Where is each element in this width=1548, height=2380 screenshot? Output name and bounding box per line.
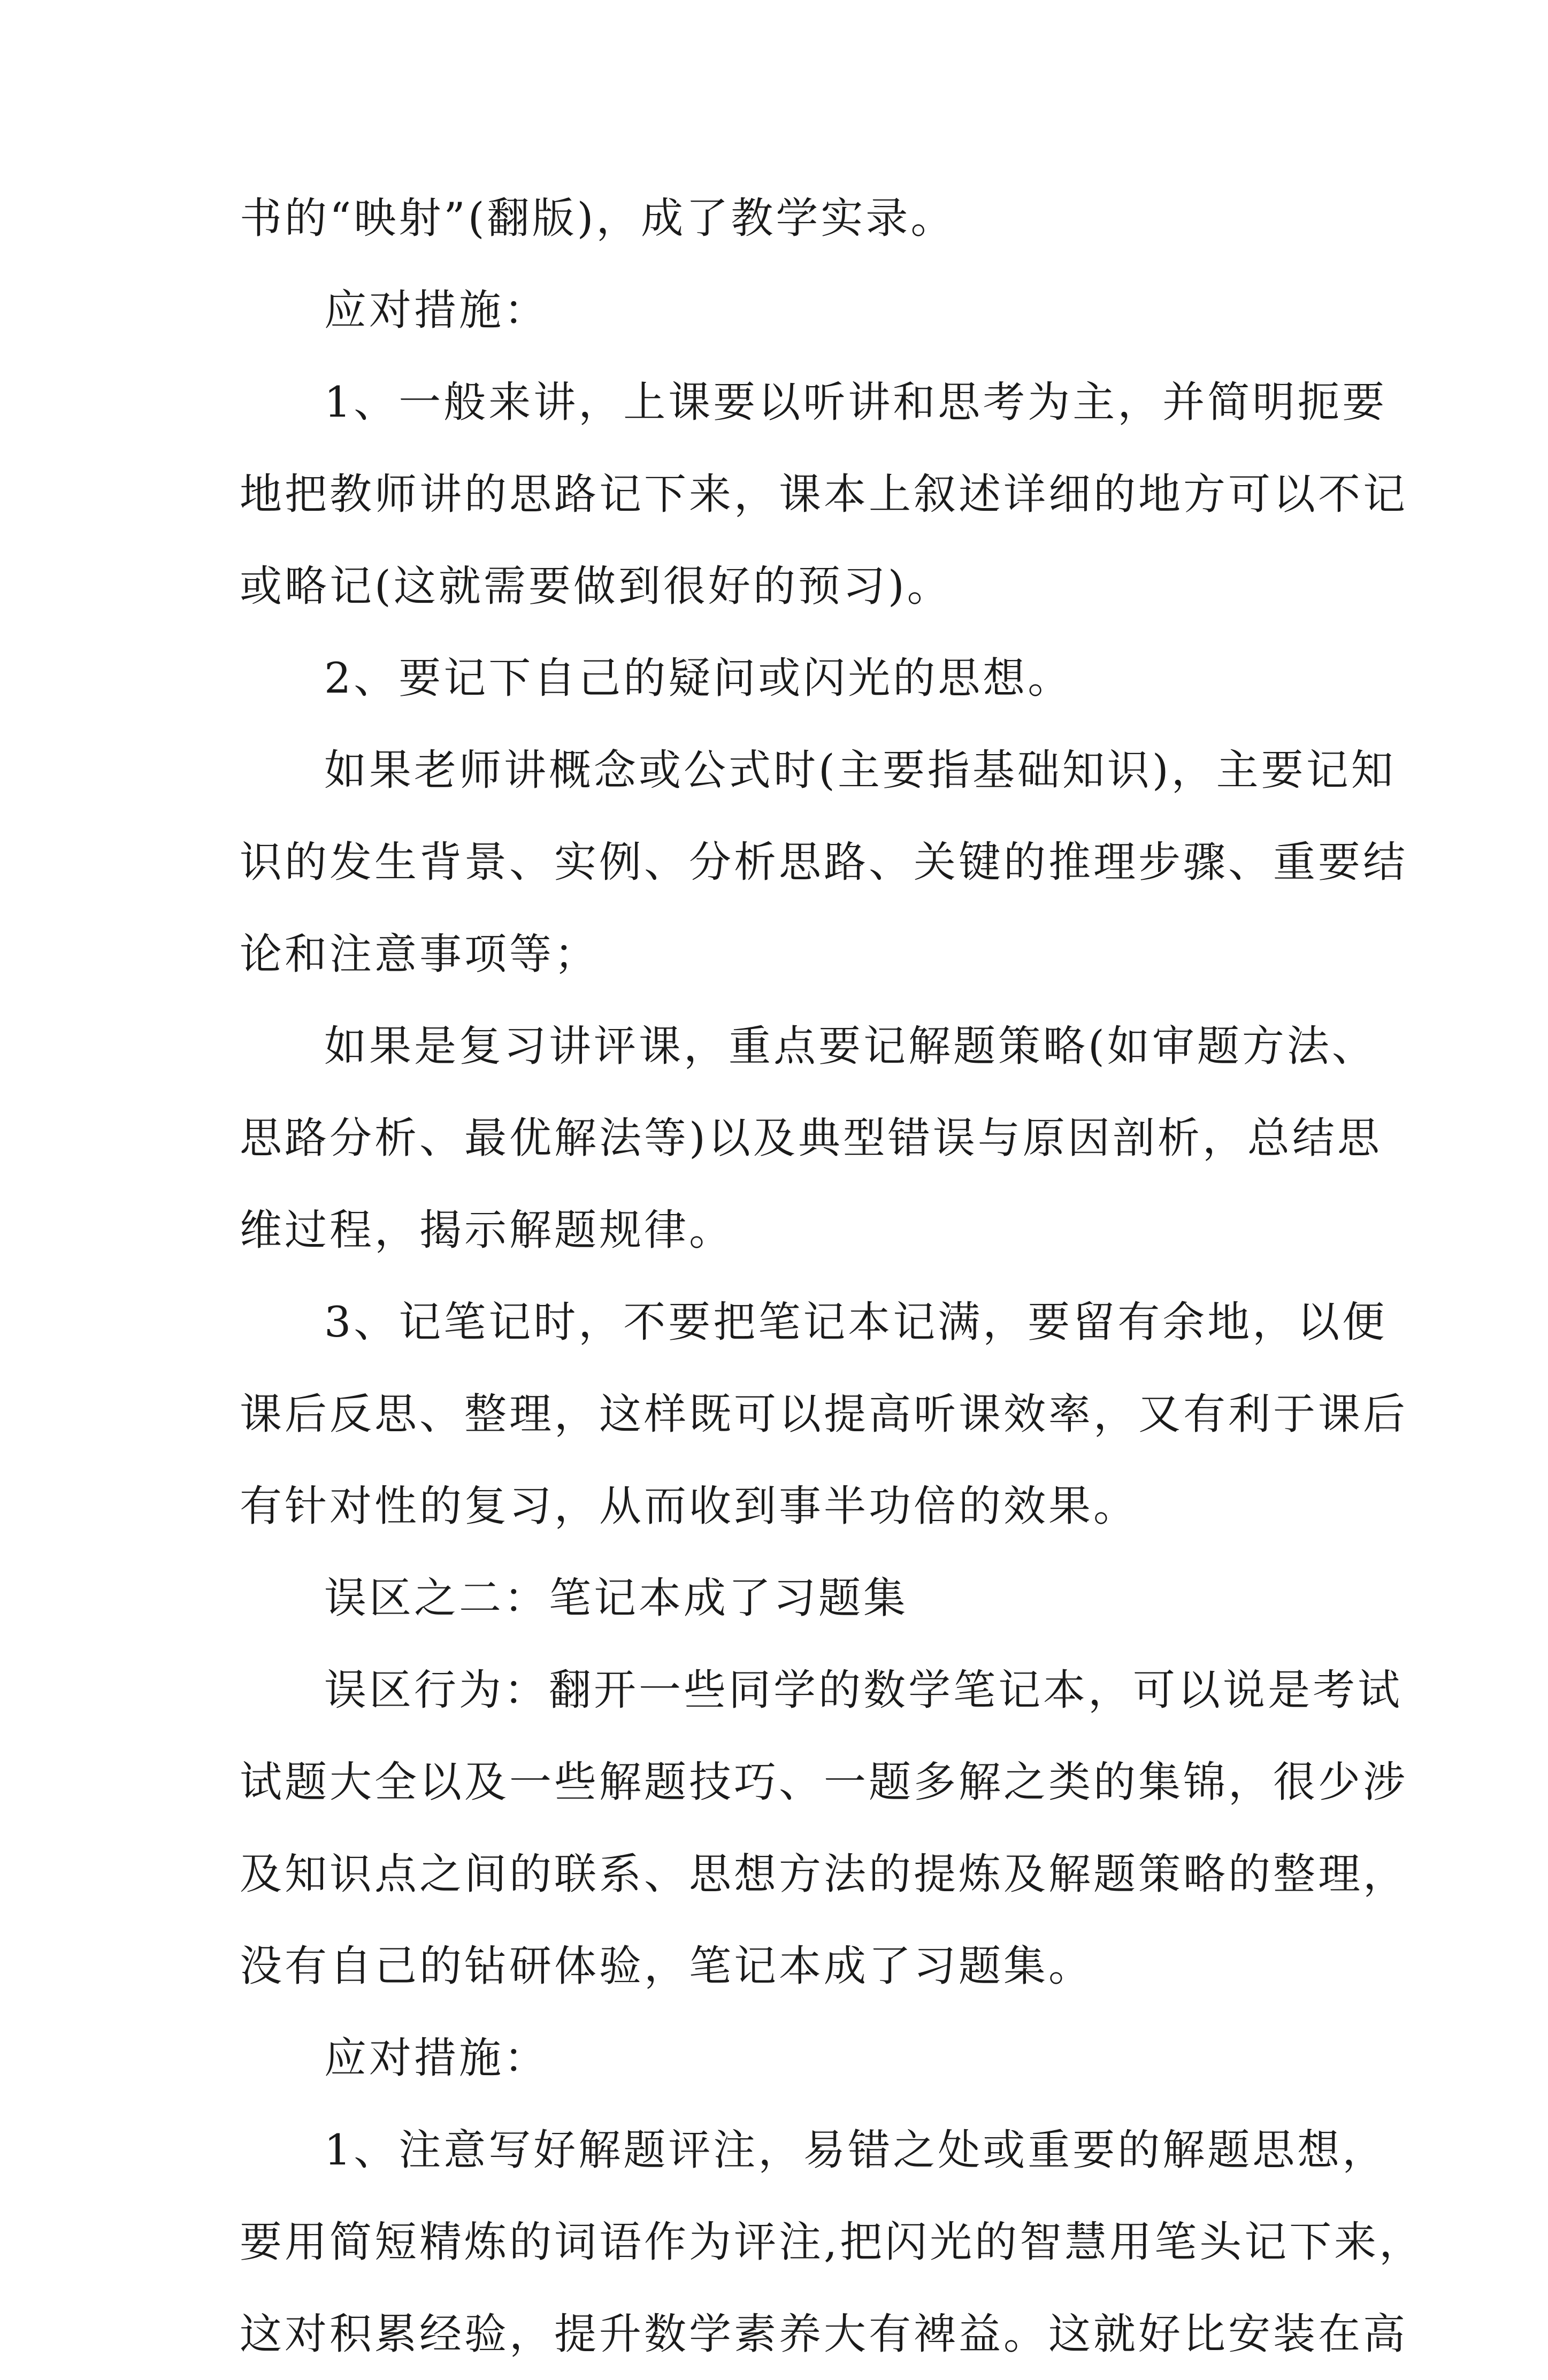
text-line: 思路分析、最优解法等)以及典型错误与原因剖析，总结思 [240,1114,1382,1163]
text-line: 课后反思、整理，这样既可以提高听课效率，又有利于课后 [240,1389,1408,1439]
text-line: 及知识点之间的联系、思想方法的提炼及解题策略的整理， [240,1849,1408,1899]
text-line: 没有自己的钻研体验，笔记本成了习题集。 [240,1941,1093,1991]
text-line: 论和注意事项等； [240,930,599,979]
text-line: 3、记笔记时，不要把笔记本记满，要留有余地，以便 [324,1298,1388,1347]
text-line: 1、注意写好解题评注，易错之处或重要的解题思想， [324,2125,1388,2175]
text-line: 维过程，揭示解题规律。 [240,1206,734,1255]
text-line: 或略记(这就需要做到很好的预习)。 [240,562,952,611]
text-line: 应对措施： [324,2033,549,2083]
text-line: 应对措施： [324,286,549,335]
text-line: 2、要记下自己的疑问或闪光的思想。 [324,654,1073,703]
text-line: 要用简短精炼的词语作为评注,把闪光的智慧用笔头记下来， [240,2217,1424,2267]
text-line: 识的发生背景、实例、分析思路、关键的推理步骤、重要结 [240,838,1408,887]
document-body [240,172,1424,2380]
text-line: 1、一般来讲，上课要以听讲和思考为主，并简明扼要 [324,378,1388,427]
text-line: 书的“映射”(翻版)，成了教学实录。 [240,194,956,243]
text-line: 试题大全以及一些解题技巧、一题多解之类的集锦，很少涉 [240,1757,1408,1807]
text-line: 误区之二：笔记本成了习题集 [324,1573,908,1623]
text-line: 有针对性的复习，从而收到事半功倍的效果。 [240,1481,1138,1531]
text-line: 如果老师讲概念或公式时(主要指基础知识)，主要记知 [324,746,1396,795]
text-line: 如果是复习讲评课，重点要记解题策略(如审题方法、 [324,1022,1377,1071]
text-line: 误区行为：翻开一些同学的数学笔记本，可以说是考试 [324,1665,1403,1715]
text-line: 地把教师讲的思路记下来，课本上叙述详细的地方可以不记 [240,470,1408,519]
text-line: 这对积累经验，提升数学素养大有裨益。这就好比安装在高 [240,2309,1408,2359]
